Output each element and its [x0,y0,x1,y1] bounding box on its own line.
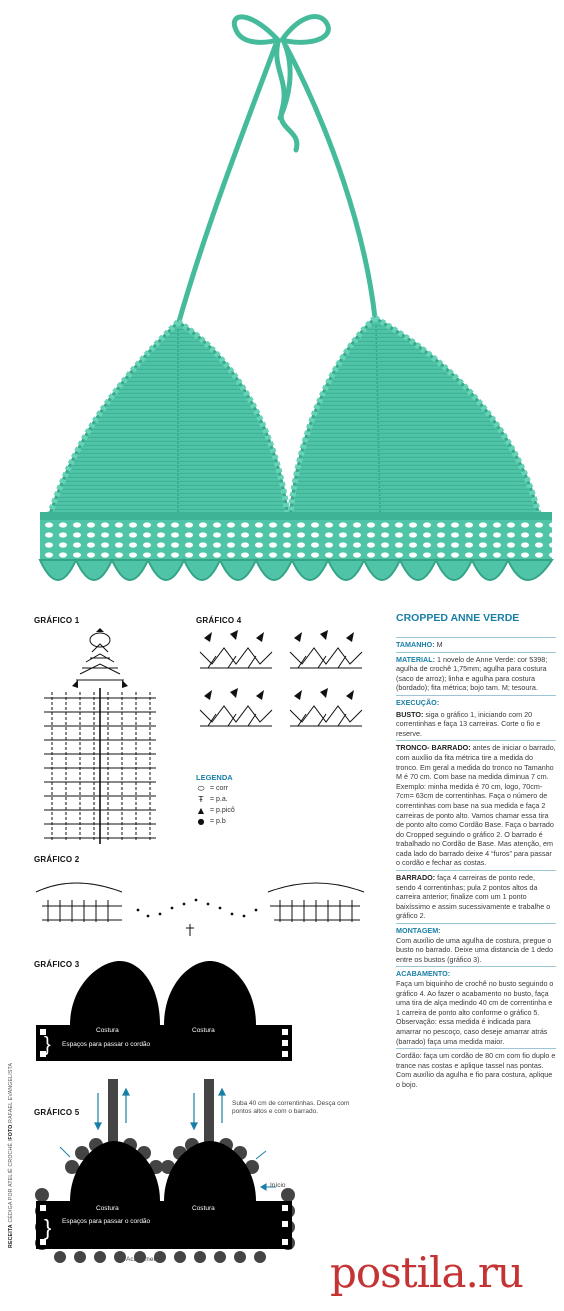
grafico-2-label: GRÁFICO 2 [34,855,80,864]
section-barrado: BARRADO: faça 4 carreiras de ponto rede, sendo 4 correntinhas; pula 2 pontos altos da carreira anterior; finalize com um 1 ponto baixíssimo e assim sucessivamente e trabalhe o gráfico 2. [396,873,551,921]
section-cordao: Cordão: faça um cordão de 80 cm com fio duplo e trance nas costas e aplique tassel nas pontas. Com auxílio da agulha e fio para costura, aplique o bojo. [396,1051,556,1089]
watermark-logo: postila.ru [330,1248,523,1297]
espacos-label-5: Espaços para passar o cordão [62,1218,151,1225]
picot-symbol-icon: ▲ [197,806,205,815]
grafico-4-label: GRÁFICO 4 [196,616,242,625]
double-crochet-symbol-icon: Ŧ [198,795,204,804]
svg-text:}: } [44,1034,51,1056]
grafico-5-note: Suba 40 cm de correntinhas. Desça com pontos altos e com o barrado. [232,1100,350,1115]
right-cup [290,318,540,520]
grafico-3-label: GRÁFICO 3 [34,960,80,969]
credits: RECEITA CÉDIGA POR ATELIÊ CROCHÊ /FOTO RAFAEL EVANGELISTA [8,1062,14,1248]
legend-item: ● = p.b [197,817,226,826]
legend-item: Ŧ = p.a. [196,794,235,805]
grafico-4-chart [194,628,380,740]
section-montagem: MONTAGEM: Com auxílio de uma agulha de costura, pregue o busto no barrado. Deixe uma distancia de 1 dedo entre os bustos (gráfico 3). [396,926,554,964]
costura-label-left-5: Costura [96,1205,119,1212]
section-tronco: TRONCO- BARRADO: antes de iniciar o barrado, com auxílio da fita métrica tire a medida do tronco. Em geral a medida do tronco no Tamanho M é 70 cm. Com base na medida diminua 7 cm. Exemplo: minha medida é 70 cm, logo, 70cm-7cm= 63cm de correntinhas. Faça o número de correntinhas com base na sua medida e faça 2 carreiras de ponto alto. Vamos chamar essa tira de ponto alto como Cordão Base. Faça o barrado do Cropped seguindo o gráfico 2. O barrado é trabalhado no Cordão de Base. Mas atenção, em cada lado do barrado deixe 4 “furos” para passar o cordão e fechar as costas. [396,743,556,868]
left-strap [178,44,276,325]
bow [234,17,328,150]
costura-label-right-5: Costura [192,1205,215,1212]
section-tamanho: TAMANHO: M [396,640,443,649]
inicio-label: Início [270,1182,286,1189]
acabamento-label: Acabamento [126,1256,163,1263]
section-execucao: EXECUÇÃO: [396,697,440,707]
left-cup [48,322,288,520]
costura-label-left: Costura [96,1027,119,1034]
svg-text:}: } [44,1215,52,1240]
section-material: MATERIAL: 1 novelo de Anne Verde: cor 5398; agulha de crochê 1,75mm; agulha para costura (saco de arroz); linha e agulha para costura (bordado); fita métrica; bojo tam. M; tesoura. [396,654,548,693]
slip-stitch-symbol-icon: ● [197,817,205,826]
espacos-label: Espaços para passar o cordão [62,1041,151,1048]
grafico-5-label: GRÁFICO 5 [34,1108,80,1117]
recipe-title: CROPPED ANNE VERDE [396,612,520,624]
section-busto: BUSTO: siga o gráfico 1, iniciando com 20 correntinhas e faça 13 carreiras. Corte o fio e reserve. [396,709,541,738]
recipe-panel [396,612,556,1092]
costura-label-right: Costura [192,1027,215,1034]
chain-symbol-icon: ⬭ [197,784,205,793]
scalloped-hem [40,560,552,580]
grafico-1-label: GRÁFICO 1 [34,616,80,625]
crochet-top-photo [0,0,564,605]
section-acabamento: ACABAMENTO: Faça um biquinho de crochê no busto seguindo o gráfico 4. Ao fazer o acabamento no busto, faça uma tira de alça medindo 40 cm de correntinha e 1 carreira de ponto alto conforme o gráfico 5. Observação: essa medida é indicada para amarrar no pescoço, caso deseje amarrar atrás (barrado) faça uma medida maior. [396,969,554,1046]
right-strap [286,46,375,318]
legend [196,772,235,827]
grafico-2-chart [30,870,380,942]
legend-item: ▲ = p.picô [197,806,235,815]
legend-item: ⬭ = corr [197,784,229,793]
legend-title: LEGENDA [196,773,233,782]
grafico-1-chart [32,628,168,848]
